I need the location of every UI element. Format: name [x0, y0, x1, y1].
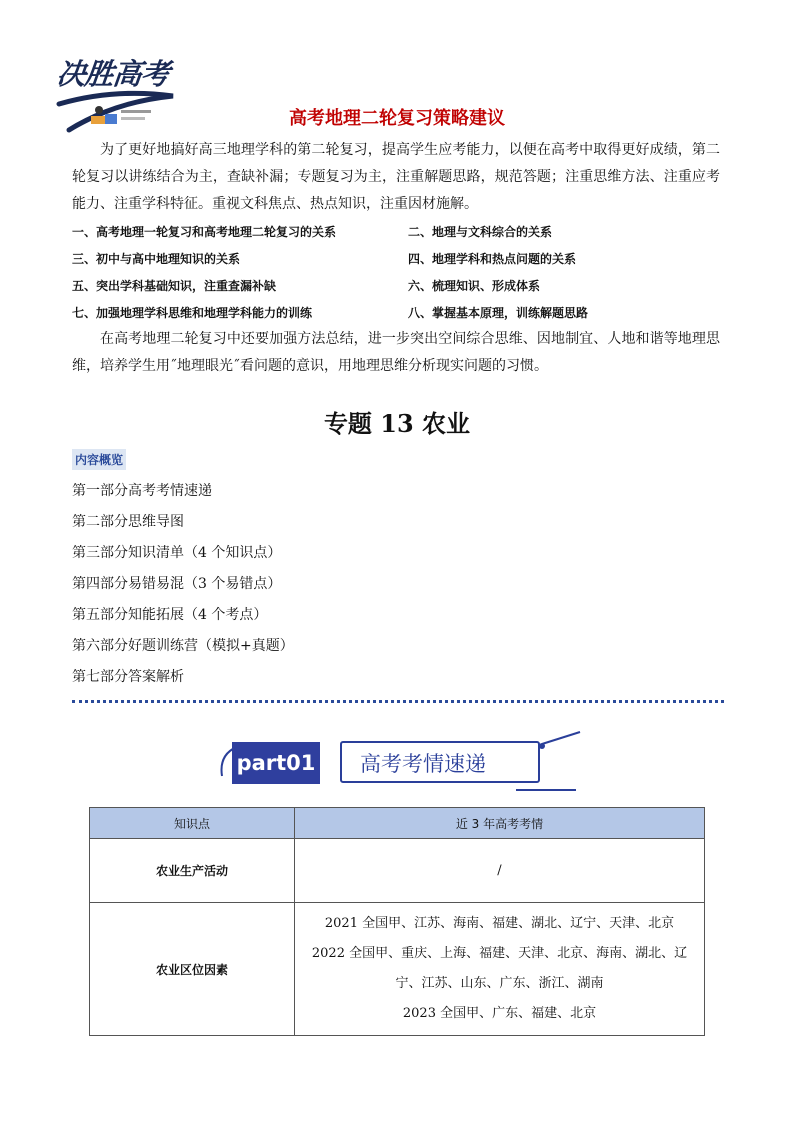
- toc-item: 第三部分知识清单（4 个知识点）: [72, 545, 282, 561]
- table-header-row: [90, 808, 705, 839]
- exam-line: /: [497, 862, 502, 878]
- toc-item: 第五部分知能拓展（4 个考点）: [72, 607, 268, 623]
- exam-line: 2021 全国甲、江苏、海南、福建、湖北、辽宁、天津、北京: [324, 916, 675, 931]
- intro-paragraph: 为了更好地搞好高三地理学科的第二轮复习，提高学生应考能力，以便在高考中取得更好成绩，第二轮复习以讲练结合为主，查缺补漏；专题复习为主，注重解题思路，规范答题；注重思维方法、注重应考能力、注重学科特征。重视文科焦点、热点知识，注重因材施解。: [72, 142, 720, 212]
- relations-row: [72, 298, 722, 325]
- relation-item: 七、加强地理学科思维和地理学科能力的训练: [72, 306, 313, 320]
- exam-line: 宁、江苏、山东、广东、浙江、湖南: [395, 976, 604, 991]
- relations-row: [72, 217, 722, 244]
- logo-text: 决胜高考: [55, 57, 171, 91]
- dotted-divider: [72, 700, 724, 703]
- relations-row: [72, 271, 722, 298]
- toc-item: 第七部分答案解析: [72, 669, 184, 685]
- toc-item: 第二部分思维导图: [72, 514, 184, 530]
- table-cell-exams: [295, 903, 705, 1036]
- overview-label: 内容概览: [72, 449, 126, 470]
- table-cell-point: 农业区位因素: [90, 903, 295, 1036]
- table-cell-exams: [295, 839, 705, 903]
- exam-line: 2022 全国甲、重庆、上海、福建、天津、北京、海南、湖北、辽: [311, 946, 688, 961]
- main-title: 高考地理二轮复习策略建议: [289, 108, 505, 129]
- part-badge: part01: [232, 742, 320, 784]
- relation-item: 五、突出学科基础知识，注重查漏补缺: [72, 279, 277, 293]
- relation-item: 四、地理学科和热点问题的关系: [408, 252, 577, 266]
- table-cell-point: 农业生产活动: [90, 839, 295, 903]
- relation-item: 八、掌握基本原理，训练解题思路: [408, 306, 589, 320]
- exam-line: 2023 全国甲、广东、福建、北京: [402, 1006, 597, 1021]
- part-title: 高考考情速递: [360, 752, 486, 776]
- table-row: [90, 903, 705, 1036]
- toc-item: 第四部分易错易混（3 个易错点）: [72, 576, 282, 592]
- table-header: 知识点: [90, 808, 295, 839]
- toc-item: 第一部分高考考情速递: [72, 483, 212, 499]
- relation-item: 一、高考地理一轮复习和高考地理二轮复习的关系: [72, 225, 337, 239]
- relation-item: 六、梳理知识、形成体系: [408, 279, 541, 293]
- exam-stats-table: [89, 807, 705, 1036]
- toc-item: 第六部分好题训练营（模拟+真题）: [72, 638, 294, 654]
- method-paragraph: 在高考地理二轮复习中还要加强方法总结，进一步突出空间综合思维、因地制宜、人地和谐等地理思维，培养学生用˝地理眼光˝看问题的意识，用地理思维分析现实问题的习惯。: [72, 331, 720, 374]
- topic-title: 专题 13 农业: [323, 409, 471, 438]
- table-header: 近 3 年高考考情: [295, 808, 705, 839]
- relation-item: 三、初中与高中地理知识的关系: [72, 252, 241, 266]
- relations-list: [72, 217, 722, 325]
- relations-row: [72, 244, 722, 271]
- relation-item: 二、地理与文科综合的关系: [408, 225, 553, 239]
- table-row: [90, 839, 705, 903]
